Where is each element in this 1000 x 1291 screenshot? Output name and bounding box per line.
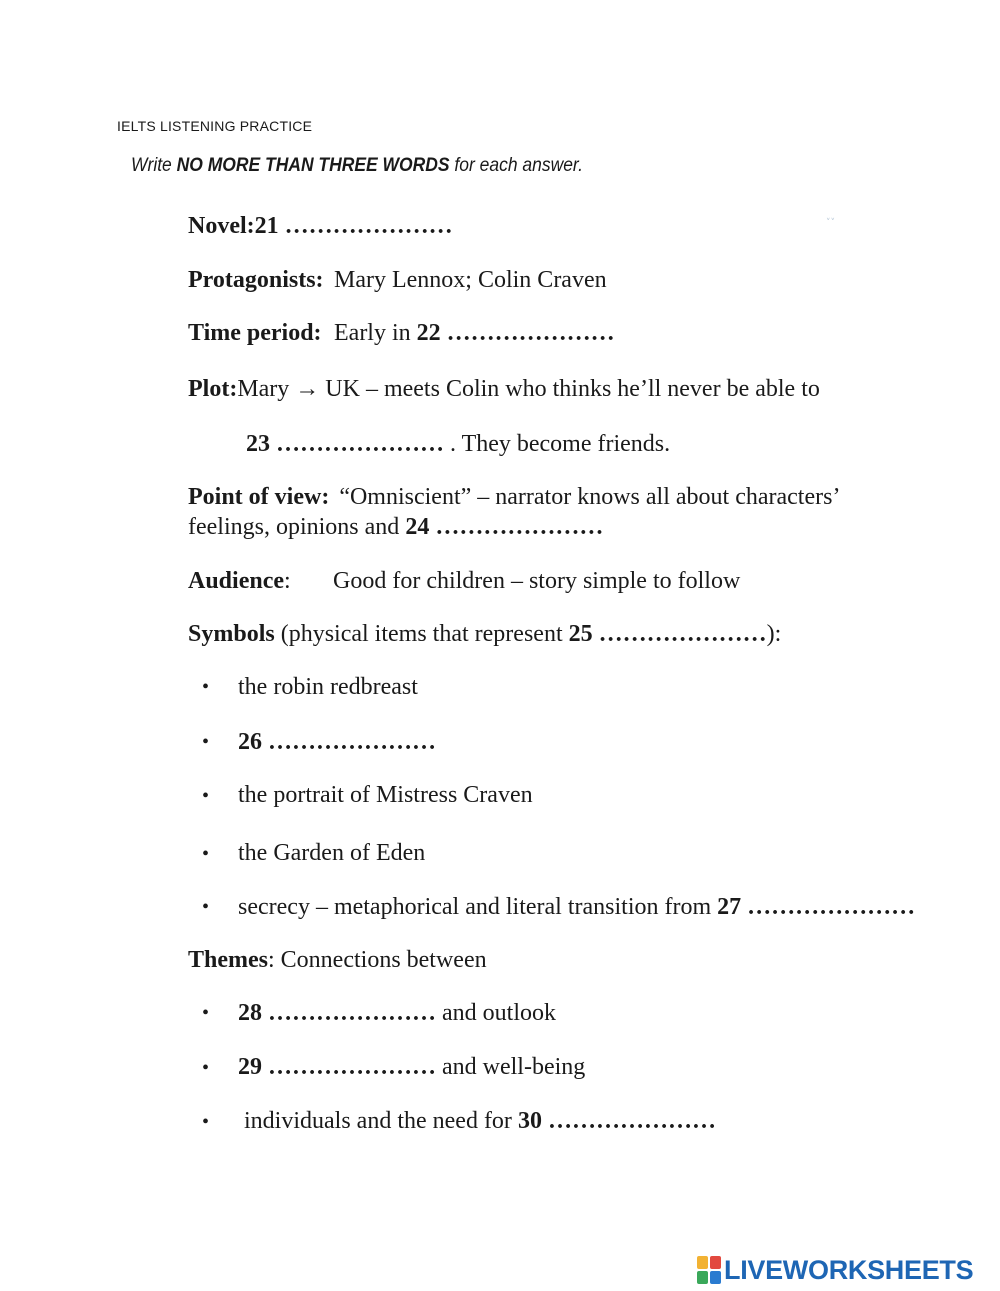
theme-item: 29 ………………… and well-being (238, 1054, 586, 1080)
point-of-view-line2: feelings, opinions and 24 ………………… (188, 514, 604, 540)
logo-tile (697, 1256, 708, 1269)
point-of-view-line: Point of view: “Omniscient” – narrator knows all about characters’ (188, 484, 841, 510)
time-period-line: Time period: Early in 22 ………………… (188, 320, 615, 346)
blank-22[interactable]: 22 ………………… (416, 320, 615, 346)
symbol-item: secrecy – metaphorical and literal transition from 27 ………………… (238, 894, 916, 920)
blank-24[interactable]: 24 ………………… (405, 514, 604, 540)
faint-mark: ˅˅ (826, 218, 835, 228)
logo-tile (697, 1271, 708, 1284)
page-header: IELTS LISTENING PRACTICE (117, 118, 313, 134)
symbols-line: Symbols (physical items that represent 25 …………………): (188, 621, 782, 647)
bullet: • (202, 1057, 210, 1079)
logo-tile (710, 1271, 721, 1284)
novel-line: Novel:21 ………………… (188, 213, 453, 239)
blank-21[interactable]: 21 ………………… (254, 213, 453, 239)
plot-line: Plot:Mary → UK – meets Colin who thinks he’ll never be able to (188, 376, 820, 402)
theme-item: individuals and the need for 30 ………………… (244, 1108, 716, 1134)
blank-28[interactable]: 28 ………………… (238, 1000, 436, 1026)
blank-25[interactable]: 25 ………………… (568, 621, 767, 647)
bullet: • (202, 1111, 210, 1133)
plot-continuation: 23 ………………… . They become friends. (246, 431, 671, 457)
theme-item: 28 ………………… and outlook (238, 1000, 556, 1026)
symbol-item: the portrait of Mistress Craven (238, 782, 533, 808)
bullet: • (202, 731, 210, 753)
bullet: • (202, 843, 210, 865)
logo-tile (710, 1256, 721, 1269)
audience-line: Audience: Good for children – story simple to follow (188, 568, 741, 594)
logo-text: LIVEWORKSHEETS (724, 1254, 974, 1285)
protagonists-line: Protagonists: Mary Lennox; Colin Craven (188, 267, 607, 293)
bullet: • (202, 896, 210, 918)
symbol-item: the Garden of Eden (238, 840, 426, 866)
blank-30[interactable]: 30 ………………… (517, 1108, 716, 1134)
blank-23[interactable]: 23 ………………… (246, 431, 444, 457)
bullet: • (202, 1002, 210, 1024)
blank-26[interactable]: 26 ………………… (238, 729, 436, 755)
symbol-item (238, 729, 436, 756)
liveworksheets-logo-icon (697, 1256, 721, 1284)
blank-29[interactable]: 29 ………………… (238, 1054, 436, 1080)
symbol-item: the robin redbreast (238, 674, 418, 700)
blank-27[interactable]: 27 ………………… (717, 894, 916, 920)
themes-line: Themes: Connections between (188, 947, 487, 973)
bullet: • (202, 785, 210, 807)
liveworksheets-logo (697, 1254, 973, 1286)
instruction: Write NO MORE THAN THREE WORDS for each answer. (131, 155, 583, 176)
bullet: • (202, 676, 210, 698)
